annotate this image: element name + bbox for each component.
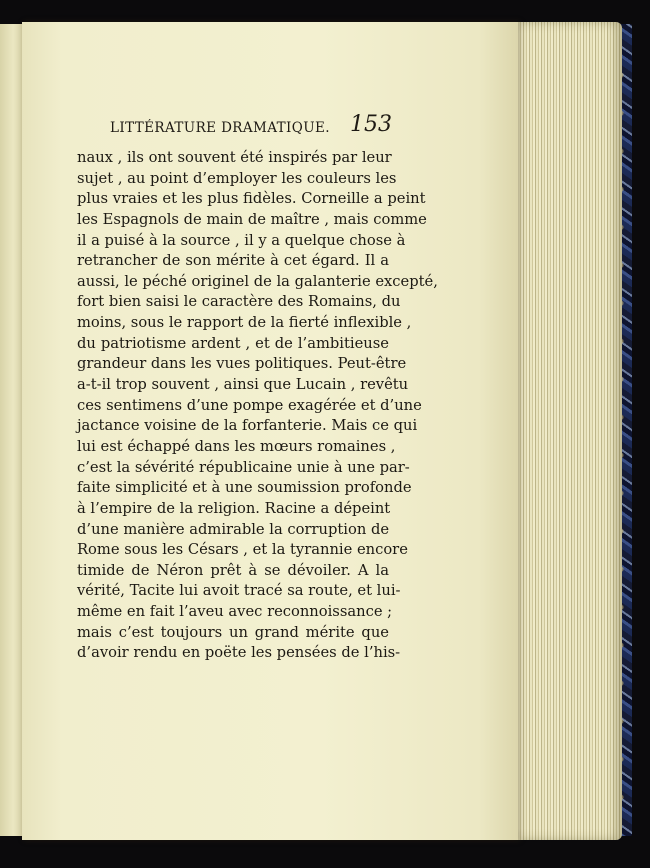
text-line: retrancher de son mérite à cet égard. Il a [77, 252, 389, 270]
text-line: mais c’est toujours un grand mérite que [77, 623, 389, 641]
text-line: a-t-il trop souvent , ainsi que Lucain , revêtu [77, 376, 409, 394]
text-line: jactance voisine de la forfanterie. Mais ce qui [77, 417, 418, 435]
text-line: sujet , au point d’employer les couleurs les [77, 169, 397, 187]
text-line: ces sentimens d’une pompe exagérée et d’une [77, 396, 422, 414]
text-line: naux , ils ont souvent été inspirés par leur [77, 149, 392, 166]
text-line: c’est la sévérité républicaine unie à une par- [77, 458, 410, 476]
body-text [77, 148, 438, 664]
text-line: plus vraies et les plus fidèles. Corneille a peint [77, 190, 426, 208]
previous-page-edge [0, 24, 23, 836]
page-number: 153 [350, 112, 392, 137]
running-head [110, 108, 392, 144]
text-line: du patriotisme ardent , et de l’ambitieuse [77, 334, 389, 352]
text-line: faite simplicité et à une soumission profonde [77, 479, 412, 497]
text-line: Rome sous les Césars , et la tyrannie encore [77, 541, 408, 559]
running-head-title: LITTÉRATURE DRAMATIQUE. [110, 120, 330, 136]
text-line: grandeur dans les vues politiques. Peut-être [77, 355, 407, 373]
text-line: même en fait l’aveu avec reconnoissance ; [77, 603, 393, 621]
text-line: d’avoir rendu en poëte les pensées de l’his- [77, 644, 401, 662]
text-line: les Espagnols de main de maître , mais comme [77, 210, 427, 228]
stacked-page-edges [506, 22, 622, 840]
text-line: timide de Néron prêt à se dévoiler. A la [77, 561, 389, 579]
text-line: vérité, Tacite lui avoit tracé sa route, et lui- [77, 582, 401, 600]
text-line: d’une manière admirable la corruption de [77, 520, 390, 538]
text-line: aussi, le péché originel de la galanterie excepté, [77, 272, 438, 290]
text-line: moins, sous le rapport de la fierté inflexible , [77, 314, 412, 332]
text-line: lui est échappé dans les mœurs romaines , [77, 437, 396, 455]
text-line: il a puisé à la source , il y a quelque chose à [77, 231, 406, 249]
text-line: fort bien saisi le caractère des Romains, du [77, 293, 401, 311]
text-line: à l’empire de la religion. Racine a dépeint [77, 499, 391, 517]
